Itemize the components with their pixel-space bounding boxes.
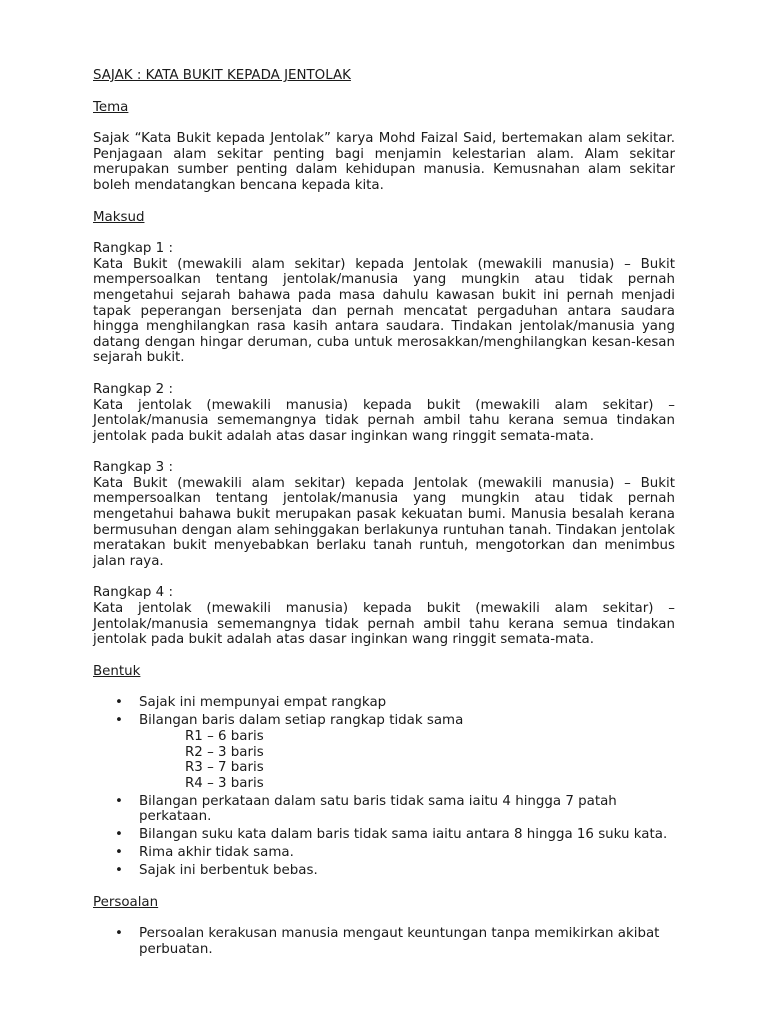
heading-bentuk: Bentuk bbox=[93, 663, 141, 679]
stanza-label: Rangkap 4 : bbox=[93, 585, 173, 601]
tema-paragraph: Sajak “Kata Bukit kepada Jentolak” karya Mohd Faizal Said, bertemakan alam sekitar. Penjagaan alam sekitar penting bagi menjamin kelestarian alam. Alam sekitar merupakan sumber penting dalam kehidupan manusia. Kemusnahan alam sekitar boleh mendatangkan bencana kepada kita. bbox=[93, 131, 675, 193]
list-item-text: Bilangan baris dalam setiap rangkap tidak sama bbox=[139, 713, 464, 729]
stanza-label: Rangkap 3 : bbox=[93, 460, 173, 476]
heading-maksud: Maksud bbox=[93, 209, 145, 225]
sub-item: R4 – 3 baris bbox=[185, 775, 264, 791]
stanza-line-counts bbox=[139, 729, 675, 791]
sub-item: R1 – 6 baris bbox=[185, 728, 264, 744]
persoalan-list bbox=[93, 926, 675, 957]
stanza-label: Rangkap 1 : bbox=[93, 241, 173, 257]
list-item bbox=[139, 713, 675, 791]
list-item: • Sajak ini mempunyai empat rangkap bbox=[139, 695, 675, 711]
bentuk-list bbox=[93, 695, 675, 878]
stanza-3 bbox=[93, 460, 675, 569]
stanza-4 bbox=[93, 585, 675, 647]
sub-item: R2 – 3 baris bbox=[185, 744, 264, 760]
document-title: SAJAK : KATA BUKIT KEPADA JENTOLAK bbox=[93, 68, 351, 83]
stanza-text: Kata Bukit (mewakili alam sekitar) kepada Jentolak (mewakili manusia) – Bukit mempersoalkan tentang jentolak/manusia yang mungkin atau tidak pernah mengetahui bahawa bukit merupakan pasak kekuatan bumi. Manusia besalah kerana bermusuhan dengan alam sehinggakan berlakunya runtuhan tanah. Tindakan jentolak meratakan bukit menyebabkan berlaku tanah runtuh, mengotorkan dan menimbus jalan raya. bbox=[93, 475, 675, 569]
list-item: • Bilangan suku kata dalam baris tidak sama iaitu antara 8 hingga 16 suku kata. bbox=[139, 827, 675, 843]
stanza-1 bbox=[93, 241, 675, 366]
sub-item: R3 – 7 baris bbox=[185, 760, 264, 776]
stanza-text: Kata Bukit (mewakili alam sekitar) kepada Jentolak (mewakili manusia) – Bukit mempersoalkan tentang jentolak/manusia yang mungkin atau tidak pernah mengetahui sejarah bahawa pada masa dahulu kawasan bukit ini pernah menjadi tapak peperangan bersenjata dan pernah mencatat pergaduhan antara saudara hingga menghilangkan rasa kasih antara saudara. Tindakan jentolak/manusia yang datang dengan hingar deruman, cuba untuk merosakkan/menghilangkan kesan-kesan sejarah bukit. bbox=[93, 256, 675, 366]
stanza-text: Kata jentolak (mewakili manusia) kepada bukit (mewakili alam sekitar) – Jentolak/manusia sememangnya tidak pernah ambil tahu kerana semua tindakan jentolak pada bukit adalah atas dasar inginkan wang ringgit semata-mata. bbox=[93, 601, 675, 648]
stanza-text: Kata jentolak (mewakili manusia) kepada bukit (mewakili alam sekitar) – Jentolak/manusia sememangnya tidak pernah ambil tahu kerana semua tindakan jentolak pada bukit adalah atas dasar inginkan wang ringgit semata-mata. bbox=[93, 397, 675, 444]
stanza-2 bbox=[93, 382, 675, 444]
stanza-label: Rangkap 2 : bbox=[93, 381, 173, 397]
heading-tema: Tema bbox=[93, 99, 129, 115]
list-item: • Bilangan perkataan dalam satu baris tidak sama iaitu 4 hingga 7 patah perkataan. bbox=[139, 794, 675, 825]
list-item: • Rima akhir tidak sama. bbox=[139, 845, 675, 861]
list-item: • Sajak ini berbentuk bebas. bbox=[139, 863, 675, 879]
heading-persoalan: Persoalan bbox=[93, 894, 159, 910]
list-item: • Persoalan kerakusan manusia mengaut keuntungan tanpa memikirkan akibat perbuatan. bbox=[139, 926, 675, 957]
